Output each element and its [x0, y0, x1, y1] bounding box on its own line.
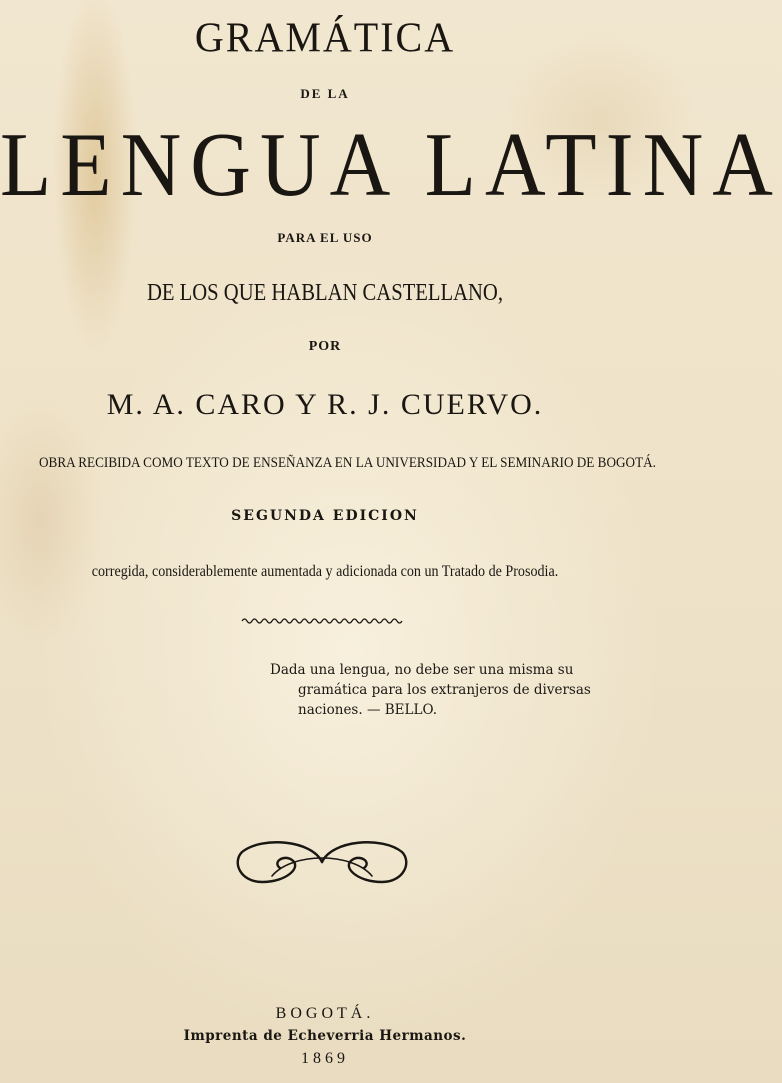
subtitle-por: POR — [308, 339, 342, 354]
title-line-de-la: DE LA — [300, 86, 350, 101]
imprint-city: BOGOTÁ. — [275, 1005, 375, 1022]
epigraph-line: naciones. — BELLO. — [298, 702, 438, 718]
subtitle-para-el-uso: PARA EL USO — [277, 230, 373, 245]
imprint-year: 1869 — [301, 1050, 349, 1067]
subtitle-castellano: DE LOS QUE HABLAN CASTELLANO, — [146, 280, 504, 306]
epigraph — [270, 660, 630, 720]
title-line-lengua-latina: LENGUA LATINA — [0, 115, 782, 216]
edition-note: corregida, considerablemente aumentada y adicionada con un Tratado de Prosodia. — [91, 563, 559, 580]
epigraph-line: gramática para los extranjeros de diversas — [298, 682, 591, 698]
wavy-rule-divider — [242, 616, 402, 626]
authors: M. A. CARO Y R. J. CUERVO. — [106, 388, 544, 421]
edition-label: SEGUNDA EDICION — [231, 508, 419, 524]
imprint-printer: Imprenta de Echeverria Hermanos. — [183, 1028, 467, 1044]
adoption-note: OBRA RECIBIDA COMO TEXTO DE ENSEÑANZA EN LA UNIVERSIDAD Y EL SEMINARIO DE BOGOTÁ. — [39, 455, 656, 471]
scroll-ornament-icon — [232, 832, 412, 888]
title-line-gramatica: GRAMÁTICA — [194, 13, 456, 62]
epigraph-line: Dada una lengua, no debe ser una misma su — [270, 662, 574, 678]
